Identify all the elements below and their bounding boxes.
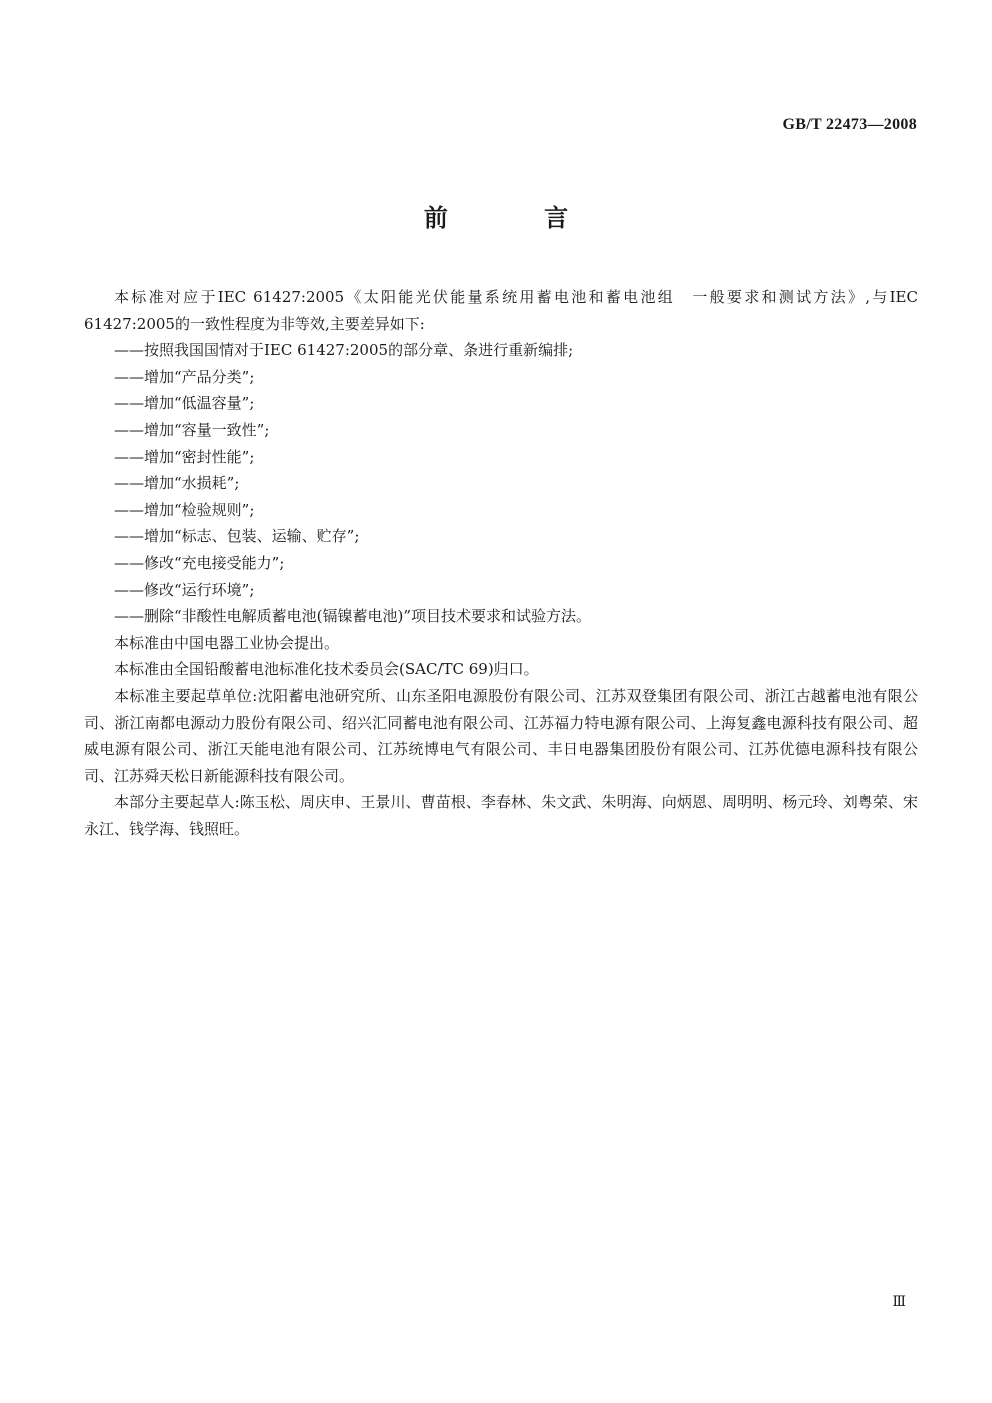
centralized-by-paragraph: 本标准由全国铅酸蓄电池标准化技术委员会(SAC/TC 69)归口。: [114, 660, 539, 679]
difference-item: ——修改“运行环境”;: [114, 580, 255, 599]
difference-item: ——修改“充电接受能力”;: [114, 553, 285, 572]
document-body: [84, 284, 918, 842]
difference-item: ——增加“低温容量”;: [114, 394, 255, 413]
intro-paragraph: 本标准对应于IEC 61427:2005《太阳能光伏能量系统用蓄电池和蓄电池组 一般要求和测试方法》,与IEC 61427:2005的一致性程度为非等效,主要差异如下:: [84, 288, 918, 333]
difference-item: ——删除“非酸性电解质蓄电池(镉镍蓄电池)”项目技术要求和试验方法。: [114, 607, 592, 626]
difference-item: ——增加“标志、包装、运输、贮存”;: [114, 527, 360, 546]
drafting-units-paragraph: 本标准主要起草单位:沈阳蓄电池研究所、山东圣阳电源股份有限公司、江苏双登集团有限公司、浙江古越蓄电池有限公司、浙江南都电源动力股份有限公司、绍兴汇同蓄电池有限公司、江苏福力特电源有限公司、上海复鑫电源科技有限公司、超威电源有限公司、浙江天能电池有限公司、江苏统博电气有限公司、丰日电器集团股份有限公司、江苏优德电源科技有限公司、江苏舜天松日新能源科技有限公司。: [84, 686, 918, 785]
difference-item: ——增加“密封性能”;: [114, 447, 255, 466]
difference-item: ——按照我国国情对于IEC 61427:2005的部分章、条进行重新编排;: [114, 341, 574, 360]
page-number: Ⅲ: [892, 1295, 906, 1310]
page-title: 前 言: [423, 204, 613, 232]
difference-item: ——增加“产品分类”;: [114, 367, 255, 386]
difference-item: ——增加“水损耗”;: [114, 474, 240, 493]
difference-item: ——增加“检验规则”;: [114, 500, 255, 519]
proposed-by-paragraph: 本标准由中国电器工业协会提出。: [114, 633, 340, 652]
drafters-paragraph: 本部分主要起草人:陈玉松、周庆申、王景川、曹苗根、李春林、朱文武、朱明海、向炳恩、周明明、杨元玲、刘粤荣、宋永江、钱学海、钱照旺。: [84, 793, 918, 838]
standard-code: GB/T 22473—2008: [782, 116, 917, 133]
difference-item: ——增加“容量一致性”;: [114, 420, 270, 439]
